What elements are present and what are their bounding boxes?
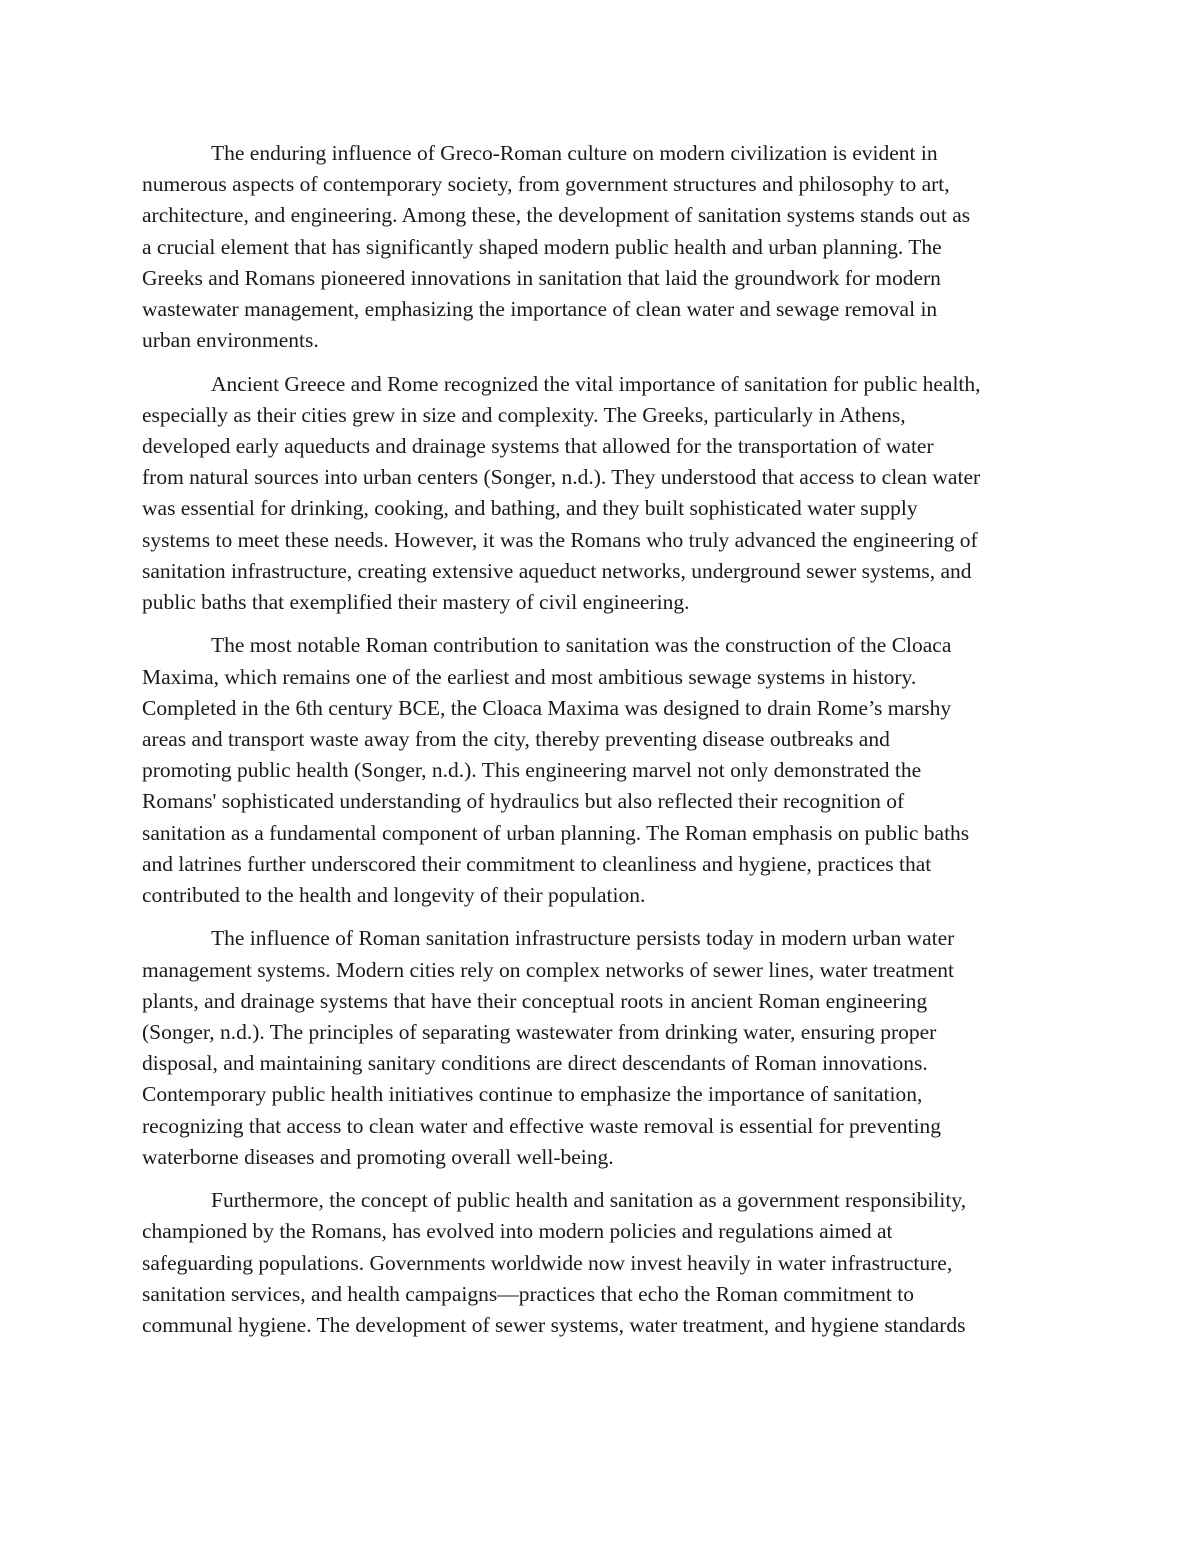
text-line: The enduring influence of Greco-Roman culture on modern civilization is evident in [211, 141, 938, 165]
text-line: championed by the Romans, has evolved into modern policies and regulations aimed at [142, 1219, 893, 1244]
text-line: (Songer, n.d.). The principles of separating wastewater from drinking water, ensuring proper [142, 1020, 937, 1045]
text-line: The most notable Roman contribution to sanitation was the construction of the Cloaca [211, 633, 952, 658]
text-line: recognizing that access to clean water and effective waste removal is essential for preventing [142, 1113, 941, 1138]
text-line: promoting public health (Songer, n.d.). This engineering marvel not only demonstrated the [142, 758, 922, 783]
text-line: The influence of Roman sanitation infrastructure persists today in modern urban water [211, 926, 955, 951]
text-line: waterborne diseases and promoting overall well-being. [142, 1144, 614, 1169]
text-line: plants, and drainage systems that have their conceptual roots in ancient Roman engineering [142, 988, 928, 1013]
paragraph-4 [142, 923, 1060, 1173]
document-page [142, 138, 1060, 1353]
text-line: safeguarding populations. Governments worldwide now invest heavily in water infrastructure, [142, 1250, 953, 1275]
text-line: systems to meet these needs. However, it was the Romans who truly advanced the engineering of [142, 527, 978, 552]
text-line: developed early aqueducts and drainage systems that allowed for the transportation of water [142, 434, 934, 459]
text-line: disposal, and maintaining sanitary conditions are direct descendants of Roman innovations. [142, 1051, 928, 1076]
text-line: management systems. Modern cities rely on complex networks of sewer lines, water treatment [142, 957, 954, 982]
text-line: sanitation infrastructure, creating extensive aqueduct networks, underground sewer systems, and [142, 558, 972, 583]
text-line: a crucial element that has significantly shaped modern public health and urban planning. The [142, 234, 942, 259]
text-line: was essential for drinking, cooking, and bathing, and they built sophisticated water supply [142, 496, 918, 521]
text-line: areas and transport waste away from the city, thereby preventing disease outbreaks and [142, 727, 890, 752]
text-line: Ancient Greece and Rome recognized the vital importance of sanitation for public health, [211, 371, 981, 396]
text-line: Romans' sophisticated understanding of hydraulics but also reflected their recognition of [142, 789, 905, 814]
text-line: numerous aspects of contemporary society, from government structures and philosophy to art, [142, 172, 950, 197]
text-line: Contemporary public health initiatives continue to emphasize the importance of sanitation, [142, 1082, 923, 1107]
text-line: especially as their cities grew in size and complexity. The Greeks, particularly in Athens, [142, 402, 906, 427]
paragraph-3 [142, 630, 1060, 911]
text-line: Maxima, which remains one of the earliest and most ambitious sewage systems in history. [142, 664, 917, 689]
paragraph-1 [142, 138, 1060, 356]
text-line: wastewater management, emphasizing the importance of clean water and sewage removal in [142, 297, 938, 322]
text-line: Completed in the 6th century BCE, the Cloaca Maxima was designed to drain Rome’s marshy [142, 695, 952, 720]
text-line: sanitation as a fundamental component of urban planning. The Roman emphasis on public baths [142, 820, 970, 845]
text-line: sanitation services, and health campaigns—practices that echo the Roman commitment to [142, 1281, 914, 1306]
text-line: Furthermore, the concept of public health and sanitation as a government responsibility, [211, 1188, 967, 1213]
text-line: urban environments. [142, 328, 319, 353]
text-line: and latrines further underscored their commitment to cleanliness and hygiene, practices that [142, 851, 932, 876]
paragraph-2 [142, 369, 1060, 619]
text-line: Greeks and Romans pioneered innovations in sanitation that laid the groundwork for modern [142, 265, 941, 290]
paragraph-5 [142, 1185, 1060, 1341]
text-line: public baths that exemplified their mastery of civil engineering. [142, 590, 690, 615]
text-line: from natural sources into urban centers (Songer, n.d.). They understood that access to clean water [142, 465, 981, 490]
text-line: architecture, and engineering. Among these, the development of sanitation systems stands out as [142, 203, 971, 228]
text-line: contributed to the health and longevity of their population. [142, 883, 646, 908]
text-line: communal hygiene. The development of sewer systems, water treatment, and hygiene standards [142, 1313, 966, 1338]
